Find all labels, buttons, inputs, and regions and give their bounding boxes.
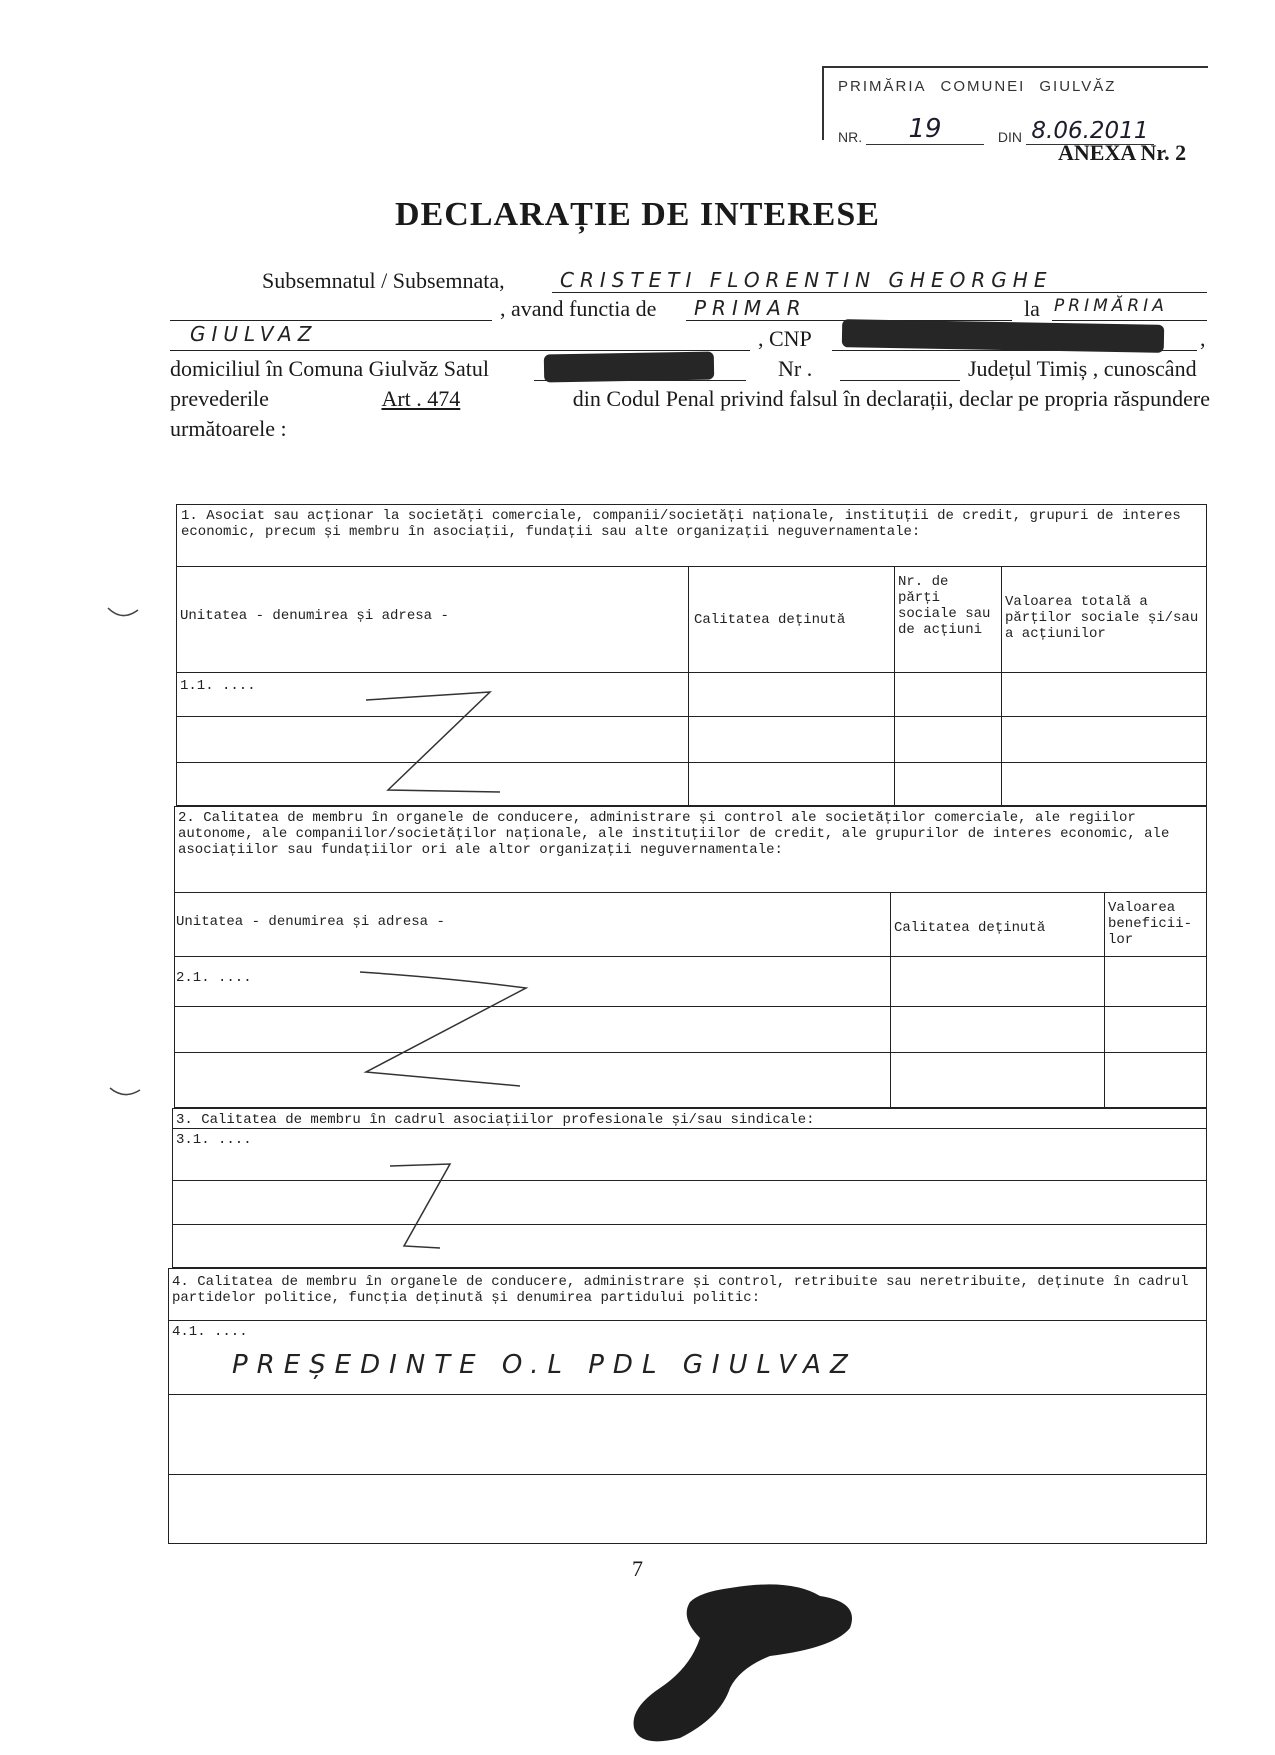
section-1-heading: 1. Asociat sau acționar la societăți comerciale, companii/societăți naționale, instituții de credit, grupuri de interes economic, precum și membru în asociații, fundații sau alte organizații neguvernamentale: bbox=[181, 508, 1181, 540]
s2-row1-bottom bbox=[174, 1006, 1207, 1007]
s1-row-1-1: 1.1. .... bbox=[180, 678, 256, 694]
urmatoarele-label: următoarele : bbox=[170, 416, 287, 441]
cnp-label: , CNP bbox=[758, 326, 812, 351]
section-4-box bbox=[168, 1268, 1207, 1544]
prevederile-rest: din Codul Penal privind falsul în declarații, declar pe propria răspundere bbox=[572, 386, 1210, 411]
section-1-z-scribble bbox=[360, 680, 520, 810]
section-3-box bbox=[172, 1108, 1207, 1268]
section-1-box bbox=[176, 504, 1207, 806]
section-2-heading: 2. Calitatea de membru în organele de conducere, administrare și control ale societăților comerciale, ale regiilor autonome, ale companiilor/societăților naționale, ale instituțiilor de credit, ale grupurilor de interes economic, ale asociațiilor sau fundațiilor ori ale altor organizații neguvernamentale: bbox=[178, 810, 1170, 858]
page-number: 7 bbox=[632, 1556, 643, 1581]
stamp-nr-label: NR. bbox=[838, 129, 863, 145]
registration-stamp bbox=[822, 66, 1208, 145]
section-2-z-scribble bbox=[340, 960, 540, 1100]
subsemnatul-label: Subsemnatul / Subsemnata, bbox=[262, 268, 505, 293]
s2-col-calitate: Calitatea deținută bbox=[894, 920, 1046, 936]
article-reference: Art . 474 bbox=[381, 386, 461, 411]
prevederile-line bbox=[170, 386, 1210, 412]
stamp-din-value: 8.06.2011 bbox=[1031, 118, 1149, 144]
s1-col-calitate: Calitatea deținută bbox=[694, 612, 846, 628]
s2-col-valoare: Valoarea beneficii-lor bbox=[1108, 900, 1193, 948]
section-4-heading: 4. Calitatea de membru în organele de conducere, administrare și control, retribuite sau neretribuite, deținute în cadrul partidelor politice, funcția deținută și denumirea partidului politic: bbox=[172, 1274, 1189, 1306]
cnp-comma: , bbox=[1200, 326, 1206, 351]
la-underline bbox=[1052, 320, 1207, 321]
s3-row-3-1: 3.1. .... bbox=[176, 1132, 252, 1148]
s4-row2-bottom bbox=[168, 1474, 1207, 1475]
section-1-divider bbox=[176, 566, 1207, 567]
declarant-name: CRISTETI FLORENTIN GHEORGHE bbox=[560, 268, 1053, 292]
nr-label: Nr . bbox=[778, 356, 813, 381]
s1-col-valoare: Valoarea totală a părților sociale și/sau a acțiunilor bbox=[1005, 594, 1199, 642]
s3-row2-bottom bbox=[172, 1224, 1207, 1225]
s4-heading-bottom bbox=[168, 1320, 1207, 1321]
s2-header-top bbox=[174, 892, 1207, 893]
nr-underline bbox=[840, 380, 960, 381]
s4-row1-bottom bbox=[168, 1394, 1207, 1395]
stamp-word-giulvaz: GIULVĂZ bbox=[1039, 78, 1117, 95]
s1-col-unit: Unitatea - denumirea și adresa - bbox=[180, 608, 449, 624]
section-3-z-scribble bbox=[380, 1150, 470, 1260]
prevederile-word: prevederile bbox=[170, 386, 269, 411]
s1-col-nr: Nr. de părți sociale sau de acțiuni bbox=[898, 574, 991, 638]
margin-mark-1 bbox=[106, 604, 140, 622]
stamp-word-primaria: PRIMĂRIA bbox=[838, 78, 927, 95]
annex-label: ANEXA Nr. 2 bbox=[1058, 140, 1187, 165]
s1-header-bottom bbox=[176, 672, 1207, 673]
s2-row2-bottom bbox=[174, 1052, 1207, 1053]
margin-mark-2 bbox=[108, 1084, 142, 1102]
section-3-heading: 3. Calitatea de membru în cadrul asociațiilor profesionale și/sau sindicale: bbox=[176, 1112, 815, 1128]
cnp-redaction bbox=[842, 319, 1164, 353]
stamp-nr-value: 19 bbox=[908, 114, 942, 144]
s1-row1-bottom bbox=[176, 716, 1207, 717]
judet-label: Județul Timiș , cunoscând bbox=[968, 356, 1197, 381]
domiciliu-label: domiciliul în Comuna Giulvăz Satul bbox=[170, 356, 489, 381]
stamp-word-comunei: COMUNEI bbox=[940, 78, 1026, 95]
s2-col1-line bbox=[890, 892, 891, 1108]
page-title: DECLARAȚIE DE INTERESE bbox=[395, 196, 880, 233]
s4-row-4-1: 4.1. .... bbox=[172, 1324, 248, 1340]
s1-col2-line bbox=[894, 566, 895, 806]
functia-label: , avand functia de bbox=[500, 296, 657, 321]
name-continuation-underline bbox=[170, 320, 492, 321]
s3-heading-bottom bbox=[172, 1128, 1207, 1129]
s1-row2-bottom bbox=[176, 762, 1207, 763]
la-label: la bbox=[1024, 296, 1040, 321]
s2-col-unit: Unitatea - denumirea și adresa - bbox=[176, 914, 445, 930]
s4-handwritten-value: PREȘEDINTE O.L PDL GIULVAZ bbox=[232, 1350, 857, 1380]
satul-redaction bbox=[544, 352, 714, 383]
s2-col2-line bbox=[1104, 892, 1105, 1108]
institution-underline bbox=[170, 350, 750, 351]
s2-header-bottom bbox=[174, 956, 1207, 957]
s2-row-2-1: 2.1. .... bbox=[176, 970, 252, 986]
s3-row1-bottom bbox=[172, 1180, 1207, 1181]
s1-col3-line bbox=[1001, 566, 1002, 806]
functia-value: PRIMAR bbox=[694, 296, 807, 320]
stamp-din-label: DIN bbox=[997, 129, 1023, 145]
s1-col1-line bbox=[688, 566, 689, 806]
signature-redaction-blot bbox=[620, 1578, 880, 1755]
name-underline bbox=[552, 292, 1207, 293]
la-value-continued: GIULVAZ bbox=[190, 322, 318, 346]
la-value: PRIMĂRIA bbox=[1054, 296, 1168, 316]
stamp-institution bbox=[838, 78, 1130, 95]
